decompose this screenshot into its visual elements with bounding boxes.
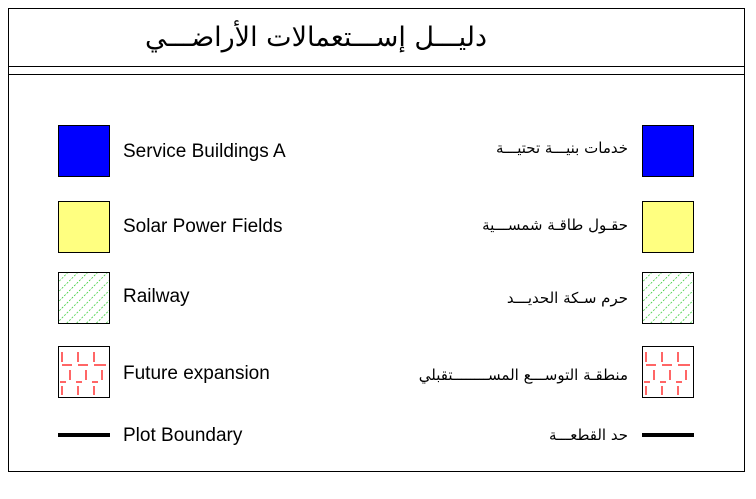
service-buildings-label-ar: خدمات بنيـــة تحتيـــة [496,139,628,157]
plot-boundary-label-ar: حد القطعـــة [548,426,628,444]
railway-label: Railway [123,286,190,307]
solar-fields-label-ar: حقـول طاقـة شمســـية [482,216,628,234]
solar-fields-swatch-left [58,201,110,253]
header-divider-bottom [8,74,745,75]
plot-boundary-line-right [642,433,694,437]
plot-boundary-line-left [58,433,110,437]
service-buildings-swatch-left [58,125,110,177]
solar-fields-label: Solar Power Fields [123,216,283,237]
solar-fields-swatch-right [642,201,694,253]
legend-title-text: دليـــل إســـتعمالات الأراضـــي [144,22,488,53]
railway-swatch-left [58,272,110,324]
railway-swatch-right [642,272,694,324]
hatch-pattern-icon [58,272,110,324]
future-expansion-label-ar: منطقـة التوســـع المســــــــتقبلي [418,366,628,384]
railway-label-ar: حرم سـكة الحديـــد [506,289,628,307]
brick-pattern-icon [58,346,110,398]
service-buildings-swatch-right [642,125,694,177]
plot-boundary-label: Plot Boundary [123,425,243,446]
future-expansion-swatch-right [642,346,694,398]
legend-frame [8,8,745,472]
future-expansion-swatch-left [58,346,110,398]
header-divider-top [8,66,745,67]
future-expansion-label: Future expansion [123,363,270,384]
brick-pattern-icon [642,346,694,398]
legend-title [0,22,756,53]
hatch-pattern-icon [642,272,694,324]
service-buildings-label: Service Buildings A [123,141,286,162]
